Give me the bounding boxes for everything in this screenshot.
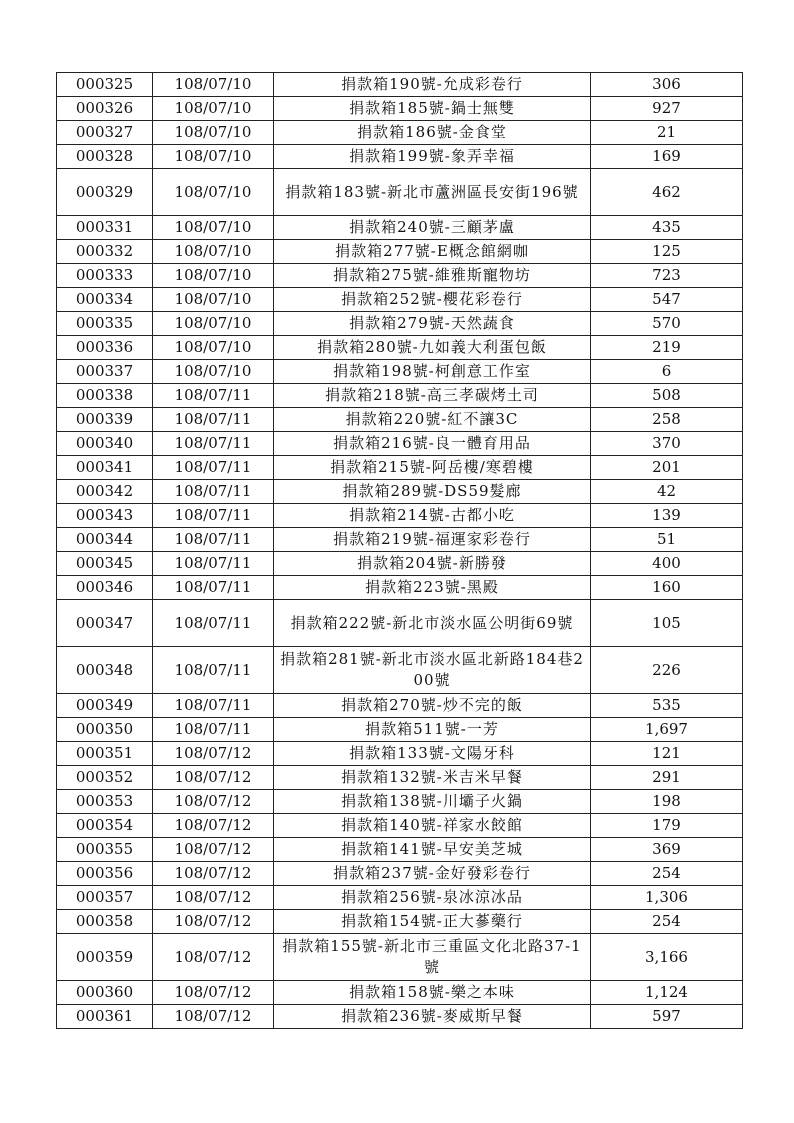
amount-cell: 3,166 [591,934,743,981]
donation-box-cell: 捐款箱140號-祥家水餃館 [274,814,591,838]
donation-box-cell: 捐款箱141號-早安美芝城 [274,838,591,862]
receipt-number-cell: 000347 [57,600,153,647]
receipt-number-cell: 000337 [57,360,153,384]
donation-box-cell: 捐款箱133號-文陽牙科 [274,742,591,766]
donation-box-cell: 捐款箱186號-金食堂 [274,121,591,145]
amount-cell: 291 [591,766,743,790]
date-cell: 108/07/11 [153,576,274,600]
table-row [57,862,743,886]
date-cell: 108/07/10 [153,336,274,360]
table-row [57,121,743,145]
date-cell: 108/07/12 [153,862,274,886]
table-row [57,742,743,766]
donation-ledger-table [56,72,743,1029]
date-cell: 108/07/12 [153,981,274,1005]
donation-box-cell: 捐款箱190號-允成彩卷行 [274,73,591,97]
table-row [57,240,743,264]
amount-cell: 370 [591,432,743,456]
receipt-number-cell: 000357 [57,886,153,910]
donation-box-cell: 捐款箱218號-高三孝碳烤土司 [274,384,591,408]
donation-box-cell: 捐款箱256號-泉冰涼冰品 [274,886,591,910]
receipt-number-cell: 000344 [57,528,153,552]
date-cell: 108/07/10 [153,360,274,384]
amount-cell: 105 [591,600,743,647]
amount-cell: 369 [591,838,743,862]
date-cell: 108/07/10 [153,169,274,216]
table-row [57,576,743,600]
donation-box-cell: 捐款箱277號-E概念館網咖 [274,240,591,264]
donation-box-cell: 捐款箱240號-三顧茅盧 [274,216,591,240]
donation-box-cell: 捐款箱270號-炒不完的飯 [274,694,591,718]
table-row [57,288,743,312]
date-cell: 108/07/11 [153,647,274,694]
donation-box-cell: 捐款箱138號-川壩子火鍋 [274,790,591,814]
receipt-number-cell: 000331 [57,216,153,240]
receipt-number-cell: 000334 [57,288,153,312]
receipt-number-cell: 000332 [57,240,153,264]
amount-cell: 435 [591,216,743,240]
receipt-number-cell: 000339 [57,408,153,432]
amount-cell: 1,697 [591,718,743,742]
receipt-number-cell: 000354 [57,814,153,838]
amount-cell: 927 [591,97,743,121]
table-row [57,981,743,1005]
receipt-number-cell: 000338 [57,384,153,408]
receipt-number-cell: 000348 [57,647,153,694]
donation-box-cell: 捐款箱275號-維雅斯寵物坊 [274,264,591,288]
table-row [57,97,743,121]
date-cell: 108/07/10 [153,121,274,145]
donation-box-cell: 捐款箱252號-櫻花彩卷行 [274,288,591,312]
amount-cell: 254 [591,910,743,934]
date-cell: 108/07/11 [153,600,274,647]
date-cell: 108/07/12 [153,1005,274,1029]
donation-box-cell: 捐款箱216號-良一體育用品 [274,432,591,456]
receipt-number-cell: 000360 [57,981,153,1005]
table-row [57,814,743,838]
donation-box-cell: 捐款箱198號-柯創意工作室 [274,360,591,384]
table-row [57,766,743,790]
donation-box-cell: 捐款箱214號-古都小吃 [274,504,591,528]
table-row [57,934,743,981]
donation-box-cell: 捐款箱155號-新北市三重區文化北路37-1號 [274,934,591,981]
table-row [57,169,743,216]
table-row [57,694,743,718]
donation-box-cell: 捐款箱183號-新北市蘆洲區長安街196號 [274,169,591,216]
donation-box-cell: 捐款箱279號-天然蔬食 [274,312,591,336]
date-cell: 108/07/12 [153,886,274,910]
table-row [57,480,743,504]
date-cell: 108/07/11 [153,718,274,742]
donation-box-cell: 捐款箱132號-米吉米早餐 [274,766,591,790]
date-cell: 108/07/11 [153,432,274,456]
table-row [57,910,743,934]
donation-box-cell: 捐款箱204號-新勝發 [274,552,591,576]
amount-cell: 21 [591,121,743,145]
amount-cell: 462 [591,169,743,216]
amount-cell: 306 [591,73,743,97]
table-row [57,552,743,576]
receipt-number-cell: 000342 [57,480,153,504]
donation-box-cell: 捐款箱222號-新北市淡水區公明街69號 [274,600,591,647]
receipt-number-cell: 000327 [57,121,153,145]
amount-cell: 198 [591,790,743,814]
donation-box-cell: 捐款箱223號-黑殿 [274,576,591,600]
date-cell: 108/07/11 [153,552,274,576]
receipt-number-cell: 000329 [57,169,153,216]
amount-cell: 1,306 [591,886,743,910]
date-cell: 108/07/10 [153,97,274,121]
date-cell: 108/07/10 [153,145,274,169]
amount-cell: 179 [591,814,743,838]
amount-cell: 535 [591,694,743,718]
date-cell: 108/07/11 [153,384,274,408]
table-row [57,216,743,240]
amount-cell: 201 [591,456,743,480]
table-row [57,145,743,169]
donation-box-cell: 捐款箱511號-一芳 [274,718,591,742]
table-row [57,408,743,432]
donation-box-cell: 捐款箱199號-象弄幸福 [274,145,591,169]
receipt-number-cell: 000358 [57,910,153,934]
date-cell: 108/07/11 [153,456,274,480]
date-cell: 108/07/12 [153,838,274,862]
donation-box-cell: 捐款箱281號-新北市淡水區北新路184巷200號 [274,647,591,694]
receipt-number-cell: 000361 [57,1005,153,1029]
amount-cell: 51 [591,528,743,552]
table-row [57,432,743,456]
donation-box-cell: 捐款箱237號-金好發彩卷行 [274,862,591,886]
amount-cell: 121 [591,742,743,766]
table-row [57,886,743,910]
date-cell: 108/07/10 [153,264,274,288]
amount-cell: 400 [591,552,743,576]
table-row [57,718,743,742]
receipt-number-cell: 000353 [57,790,153,814]
ledger-body [57,73,743,1029]
date-cell: 108/07/11 [153,480,274,504]
receipt-number-cell: 000325 [57,73,153,97]
amount-cell: 42 [591,480,743,504]
date-cell: 108/07/11 [153,408,274,432]
receipt-number-cell: 000335 [57,312,153,336]
table-row [57,384,743,408]
date-cell: 108/07/12 [153,910,274,934]
table-row [57,312,743,336]
amount-cell: 508 [591,384,743,408]
amount-cell: 226 [591,647,743,694]
date-cell: 108/07/10 [153,216,274,240]
receipt-number-cell: 000346 [57,576,153,600]
donation-box-cell: 捐款箱215號-阿岳樓/寒碧樓 [274,456,591,480]
amount-cell: 258 [591,408,743,432]
receipt-number-cell: 000328 [57,145,153,169]
receipt-number-cell: 000336 [57,336,153,360]
table-row [57,360,743,384]
donation-ledger-page [56,72,742,1029]
date-cell: 108/07/10 [153,240,274,264]
amount-cell: 597 [591,1005,743,1029]
date-cell: 108/07/12 [153,934,274,981]
receipt-number-cell: 000356 [57,862,153,886]
date-cell: 108/07/11 [153,504,274,528]
date-cell: 108/07/11 [153,528,274,552]
amount-cell: 139 [591,504,743,528]
donation-box-cell: 捐款箱219號-福運家彩卷行 [274,528,591,552]
receipt-number-cell: 000345 [57,552,153,576]
receipt-number-cell: 000352 [57,766,153,790]
amount-cell: 570 [591,312,743,336]
donation-box-cell: 捐款箱220號-紅不讓3C [274,408,591,432]
amount-cell: 6 [591,360,743,384]
receipt-number-cell: 000351 [57,742,153,766]
amount-cell: 254 [591,862,743,886]
table-row [57,73,743,97]
table-row [57,647,743,694]
amount-cell: 723 [591,264,743,288]
date-cell: 108/07/12 [153,766,274,790]
table-row [57,1005,743,1029]
table-row [57,838,743,862]
receipt-number-cell: 000326 [57,97,153,121]
date-cell: 108/07/12 [153,814,274,838]
receipt-number-cell: 000343 [57,504,153,528]
date-cell: 108/07/12 [153,790,274,814]
donation-box-cell: 捐款箱154號-正大蔘藥行 [274,910,591,934]
amount-cell: 160 [591,576,743,600]
receipt-number-cell: 000341 [57,456,153,480]
amount-cell: 169 [591,145,743,169]
donation-box-cell: 捐款箱280號-九如義大利蛋包飯 [274,336,591,360]
date-cell: 108/07/10 [153,312,274,336]
amount-cell: 125 [591,240,743,264]
date-cell: 108/07/12 [153,742,274,766]
table-row [57,264,743,288]
donation-box-cell: 捐款箱289號-DS59髮廊 [274,480,591,504]
table-row [57,456,743,480]
table-row [57,528,743,552]
table-row [57,600,743,647]
date-cell: 108/07/10 [153,73,274,97]
table-row [57,336,743,360]
date-cell: 108/07/10 [153,288,274,312]
receipt-number-cell: 000355 [57,838,153,862]
table-row [57,504,743,528]
date-cell: 108/07/11 [153,694,274,718]
donation-box-cell: 捐款箱236號-麥威斯早餐 [274,1005,591,1029]
amount-cell: 547 [591,288,743,312]
receipt-number-cell: 000350 [57,718,153,742]
table-row [57,790,743,814]
amount-cell: 1,124 [591,981,743,1005]
amount-cell: 219 [591,336,743,360]
receipt-number-cell: 000359 [57,934,153,981]
donation-box-cell: 捐款箱185號-鍋士無雙 [274,97,591,121]
donation-box-cell: 捐款箱158號-樂之本味 [274,981,591,1005]
receipt-number-cell: 000340 [57,432,153,456]
receipt-number-cell: 000333 [57,264,153,288]
receipt-number-cell: 000349 [57,694,153,718]
